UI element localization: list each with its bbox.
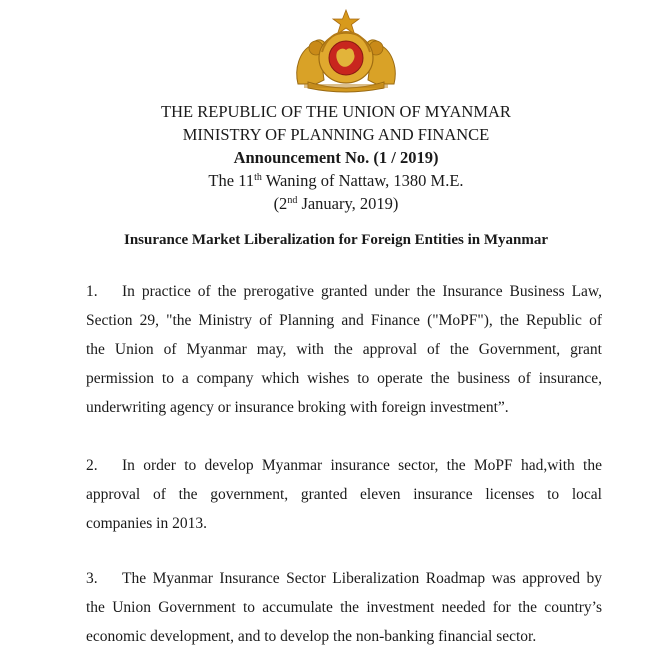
announcement-number: Announcement No. (1 / 2019) (233, 148, 439, 167)
paragraph-line: the Union of Myanmar may, with the approval of the Government, grant (86, 341, 602, 358)
paragraph-number: 3. (86, 570, 98, 587)
state-seal-emblem-icon (290, 8, 402, 94)
paragraph-line: 3. The Myanmar Insurance Sector Liberalization Roadmap was approved by (86, 564, 602, 593)
paragraph-line: the Union Government to accumulate the investment needed for the country’s (86, 599, 602, 616)
paragraph-number: 2. (86, 457, 98, 474)
paragraph-line: companies in 2013. (86, 515, 207, 532)
paragraph-2 (86, 451, 602, 538)
paragraph-line: 2. In order to develop Myanmar insurance sector, the MoPF had,with the (86, 451, 602, 480)
header-republic: THE REPUBLIC OF THE UNION OF MYANMAR (161, 102, 511, 121)
announcement-subject: Insurance Market Liberalization for Foreign Entities in Myanmar (124, 232, 548, 248)
lunar-date: The 11th Waning of Nattaw, 1380 M.E. (208, 171, 464, 190)
paragraph-line: permission to a company which wishes to operate the business of insurance, (86, 370, 602, 387)
paragraph-3 (86, 564, 602, 651)
gregorian-date: (2nd January, 2019) (273, 194, 399, 213)
paragraph-line: 1. In practice of the prerogative granted under the Insurance Business Law, (86, 277, 602, 306)
paragraph-line: approval of the government, granted eleven insurance licenses to local (86, 486, 602, 503)
paragraph-line: underwriting agency or insurance broking with foreign investment”. (86, 399, 509, 416)
paragraph-line: Section 29, "the Ministry of Planning and Finance ("MoPF"), the Republic of (86, 312, 602, 329)
paragraph-1 (86, 277, 602, 422)
header-ministry: MINISTRY OF PLANNING AND FINANCE (182, 125, 490, 144)
paragraph-line: economic development, and to develop the non-banking financial sector. (86, 628, 537, 645)
paragraph-number: 1. (86, 283, 98, 300)
